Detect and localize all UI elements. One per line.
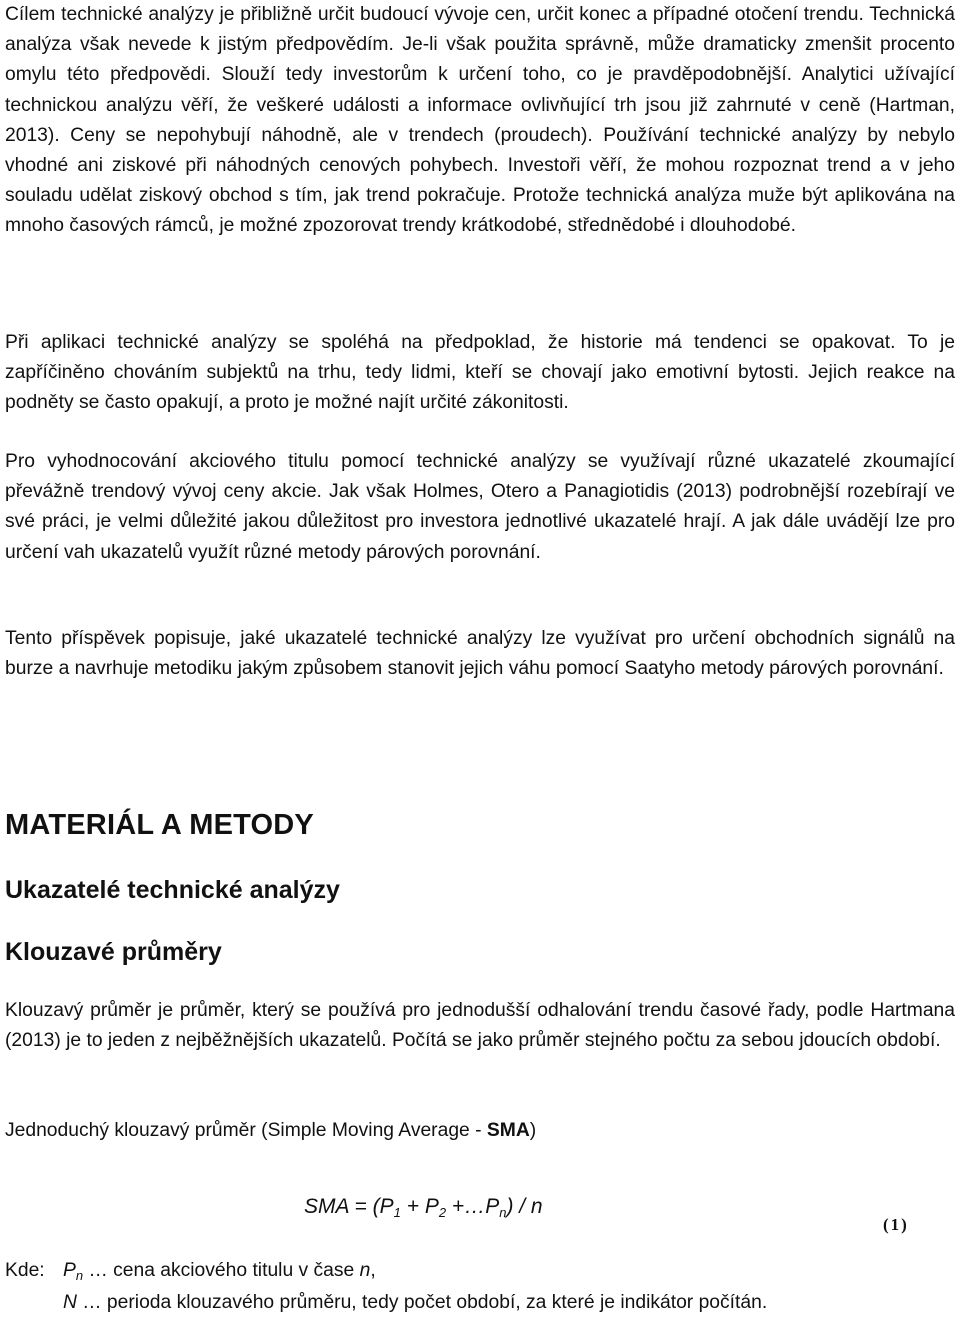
formula-sub-n: n [499, 1205, 507, 1220]
sma-intro-text: Jednoduchý klouzavý průměr (Simple Moving Average - [5, 1120, 487, 1141]
var-pn [63, 1260, 83, 1281]
sma-abbreviation: SMA [486, 1120, 530, 1141]
definition-line-1 [5, 1260, 376, 1283]
paragraph-indicators: Pro vyhodnocování akciového titulu pomocí technické analýzy se využívají různé ukazatelé zkoumající převážně trendový vývoj ceny akcie. Jak však Holmes, Otero a Panagiotidis (2013) podrobnější rozebírají ve své práci, je velmi důležité jakou důležitost pro investora jednotlivé ukazatelé hrají. A jak dále uvádějí lze pro určení vah ukazatelů využít různé metody párových porovnání. [5, 451, 955, 563]
formula-dots: +…P [446, 1195, 500, 1218]
paragraph-moving-average: Klouzavý průměr je průměr, který se používá pro jednodušší odhalování trendu časové řady, podle Hartmana (2013) je to jeden z nejběžnějších ukazatelů. Počítá se jako průměr stejného počtu za sebou jdoucích období. [5, 1000, 955, 1052]
paragraph-history: Při aplikaci technické analýzy se spoléhá na předpoklad, že historie má tendenci se opakovat. To je zapříčiněno chováním subjektů na trhu, tedy lidmi, kteří se chovají jako emotivní bytosti. Jejich reakce na podněty se často opakují, a proto je možné najít určité zákonitosti. [5, 332, 955, 414]
definition-2-text: … perioda klouzavého průměru, tedy počet období, za které je indikátor počítán. [76, 1292, 768, 1313]
formula-plus: + P [400, 1195, 439, 1218]
definition-1-end: , [370, 1260, 376, 1281]
subsubsection-heading: Klouzavé průměry [5, 938, 222, 966]
formula-lhs: SMA = (P [304, 1195, 394, 1218]
definition-1-var: n [359, 1260, 371, 1281]
paragraph-sma-intro [5, 1116, 536, 1146]
var-n: N [63, 1292, 77, 1313]
paragraph-intro: Cílem technické analýzy je přibližně určit budoucí vývoje cen, určit konec a případné otočení trendu. Technická analýza však nevede k jistým předpovědím. Je-li však použita správně, může dramaticky zmenšit procento omylu této předpovědi. Slouží tedy investorům k určení toho, co je pravděpodobnější. Analytici užívající technickou analýzu věří, že veškeré události a informace ovlivňující trh jsou již zahrnuté v ceně (Hartman, 2013). Ceny se nepohybují náhodně, ale v trendech (proudech). Používání technické analýzy by nebylo vhodné ani ziskové při náhodných cenových pohybech. Investoři věří, že mohou rozpoznat trend a v jeho souladu udělat ziskový obchod s tím, jak trend pokračuje. Protože technická analýza muže být aplikována na mnoho časových rámců, je možné zpozorovat trendy krátkodobé, střednědobé i dlouhodobé. [5, 4, 955, 237]
formula-sub-1: 1 [393, 1205, 401, 1220]
formula-rhs: ) / n [506, 1195, 543, 1218]
where-label: Kde: [5, 1260, 45, 1281]
paragraph-purpose: Tento příspěvek popisuje, jaké ukazatelé technické analýzy lze využívat pro určení obchodních signálů na burze a navrhuje metodiku jakým způsobem stanovit jejich váhu pomocí Saatyho metody párových porovnání. [5, 628, 955, 680]
equation-number: (1) [883, 1215, 909, 1234]
var-p-sub: n [75, 1268, 84, 1283]
formula-sub-2: 2 [438, 1205, 447, 1220]
sma-formula [304, 1195, 543, 1220]
var-p: P [63, 1260, 76, 1281]
definition-line-2 [63, 1292, 767, 1314]
sma-intro-close: ) [529, 1120, 537, 1141]
section-heading: MATERIÁL A METODY [5, 809, 314, 841]
subsection-heading: Ukazatelé technické analýzy [5, 876, 340, 904]
definition-1-text: … cena akciového titulu v čase [83, 1260, 360, 1281]
